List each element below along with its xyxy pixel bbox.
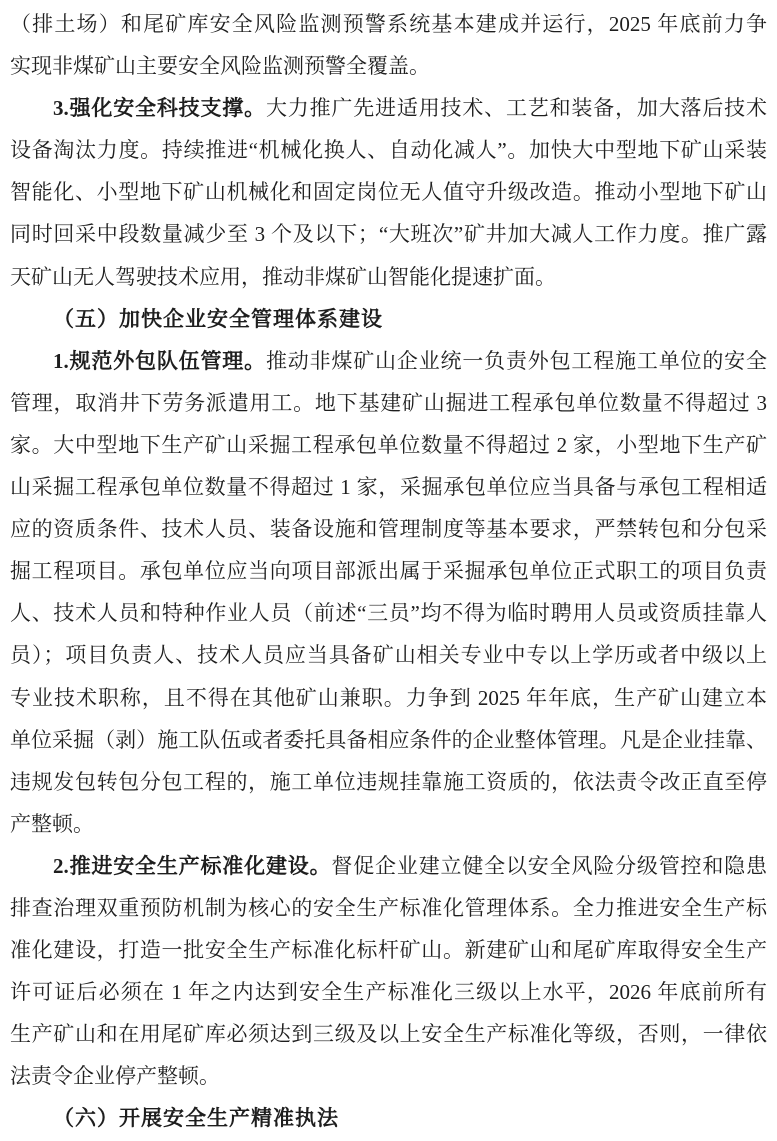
line-text: 掘工程项目。承包单位应当向项目部派出属于采掘承包单位正式职工的项目负责 [10,559,767,584]
text-line [10,971,767,1013]
text-line [10,340,767,382]
paragraph-lead: 2.推进安全生产标准化建设。 [53,853,332,878]
paragraph-lead: 3.强化安全科技支撑。 [53,96,266,121]
text-line [10,87,767,129]
text-line [10,424,767,466]
line-text: 产整顿。 [10,811,94,836]
text-line [10,887,767,929]
text-line [10,45,767,87]
line-text: 家。大中型地下生产矿山采掘工程承包单位数量不得超过 2 家，小型地下生产矿 [10,432,767,457]
section-heading [10,298,767,340]
text-line [10,1013,767,1055]
text-line [10,719,767,761]
text-line [10,382,767,424]
line-text: 管理，取消井下劳务派遣用工。地下基建矿山掘进工程承包单位数量不得超过 3 [10,390,767,415]
text-line [10,3,767,45]
line-text: 实现非煤矿山主要安全风险监测预警全覆盖。 [10,54,430,79]
line-text: 应的资质条件、技术人员、装备设施和管理制度等基本要求，严禁转包和分包采 [10,517,767,542]
text-line [10,677,767,719]
line-text: 智能化、小型地下矿山机械化和固定岗位无人值守升级改造。推动小型地下矿山 [10,180,767,205]
line-text: 督促企业建立健全以安全风险分级管控和隐患 [331,853,767,878]
line-text: 设备淘汰力度。持续推进“机械化换人、自动化减人”。加快大中型地下矿山采装 [10,138,767,163]
text-line [10,761,767,803]
paragraph-lead: 1.规范外包队伍管理。 [53,348,266,373]
text-line [10,803,767,845]
text-line [10,213,767,255]
line-text: 准化建设，打造一批安全生产标准化标杆矿山。新建矿山和尾矿库取得安全生产 [10,938,767,963]
line-text: 大力推广先进适用技术、工艺和装备，加大落后技术 [265,96,767,121]
section-heading [10,1097,767,1139]
line-text: 排查治理双重预防机制为核心的安全生产标准化管理体系。全力推进安全生产标 [10,895,767,920]
line-text: （排土场）和尾矿库安全风险监测预警系统基本建成并运行，2025 年底前力争 [10,12,767,36]
line-text: 违规发包转包分包工程的，施工单位违规挂靠施工资质的，依法责令改正直至停 [10,769,767,794]
line-text: 同时回采中段数量减少至 3 个及以下；“大班次”矿井加大减人工作力度。推广露 [10,222,767,247]
text-line [10,256,767,298]
text-line [10,634,767,676]
line-text: 人、技术人员和特种作业人员（前述“三员”均不得为临时聘用人员或资质挂靠人 [10,601,767,626]
text-line [10,845,767,887]
text-line [10,1055,767,1097]
line-text: 许可证后必须在 1 年之内达到安全生产标准化三级以上水平，2026 年底前所有 [10,980,767,1005]
text-line [10,929,767,971]
line-text: 天矿山无人驾驶技术应用，推动非煤矿山智能化提速扩面。 [10,264,556,289]
line-text: 推动非煤矿山企业统一负责外包工程施工单位的安全 [265,348,767,373]
line-text: 专业技术职称，且不得在其他矿山兼职。力争到 2025 年年底，生产矿山建立本 [10,685,767,710]
line-text: 生产矿山和在用尾矿库必须达到三级及以上安全生产标准化等级，否则，一律依 [10,1022,767,1047]
text-line [10,171,767,213]
heading-text: （五）加快企业安全管理体系建设 [53,306,383,331]
text-line [10,508,767,550]
line-text: 单位采掘（剥）施工队伍或者委托具备相应条件的企业整体管理。凡是企业挂靠、 [10,727,767,752]
text-line [10,466,767,508]
line-text: 员）；项目负责人、技术人员应当具备矿山相关专业中专以上学历或者中级以上 [10,643,767,668]
line-text: 法责令企业停产整顿。 [10,1064,220,1089]
text-line [10,129,767,171]
text-line [10,550,767,592]
line-text: 山采掘工程承包单位数量不得超过 1 家，采掘承包单位应当具备与承包工程相适 [10,475,767,500]
heading-text: （六）开展安全生产精准执法 [53,1106,339,1131]
text-line [10,592,767,634]
